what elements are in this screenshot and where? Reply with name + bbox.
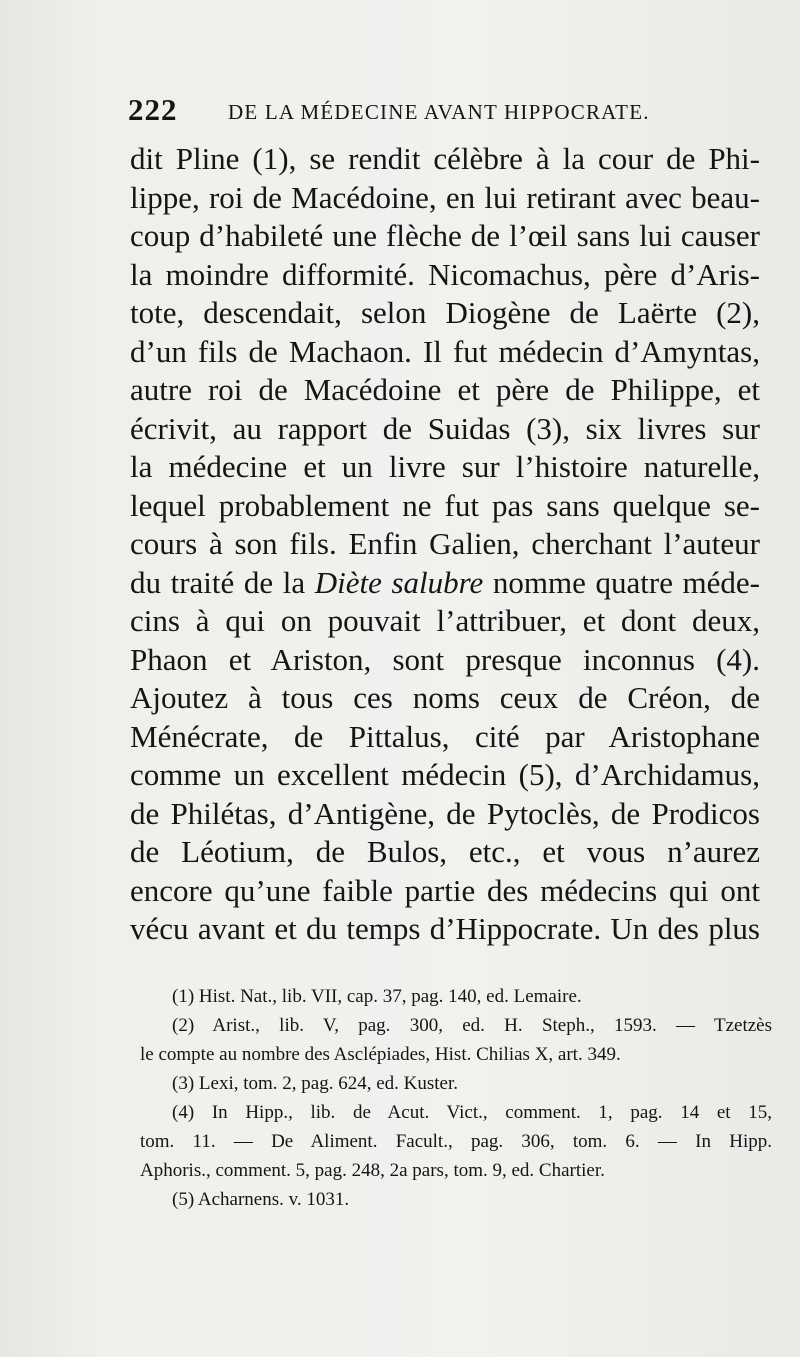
footnote-5: (5) Acharnens. v. 1031. [172,1189,350,1210]
body-line: de Léotium, de Bulos, etc., et vous n’aurez [130,834,760,869]
footnote-2: (2) Arist., lib. V, pag. 300, ed. H. Steph., 1593. — Tzetzès [172,1015,772,1036]
body-line: autre roi de Macédoine et père de Philippe, et [130,372,760,407]
body-line: tote, descendait, selon Diogène de Laërte (2), [130,295,760,330]
body-line: la moindre difformité. Nicomachus, père d’Aris- [130,256,760,292]
footnote-1: (1) Hist. Nat., lib. VII, cap. 37, pag. 140, ed. Lemaire. [172,986,582,1007]
running-title: DE LA MÉDECINE AVANT HIPPOCRATE. [228,100,650,124]
body-line: coup d’habileté une flèche de l’œil sans lui causer [130,218,760,253]
page-header [128,92,748,132]
body-line-with-italic: du traité de la Diète salubre nomme quatre méde- [130,564,761,600]
body-line: Ménécrate, de Pittalus, cité par Aristophane [130,718,760,754]
body-line: dit Pline (1), se rendit célèbre à la cour de Phi- [130,141,760,176]
footnote-4-continued-2: Aphoris., comment. 5, pag. 248, 2a pars, tom. 9, ed. Chartier. [140,1160,605,1181]
body-text [130,140,760,949]
body-line: Ajoutez à tous ces noms ceux de Créon, de [130,680,760,715]
footnote-3: (3) Lexi, tom. 2, pag. 624, ed. Kuster. [172,1073,459,1094]
body-line: de Philétas, d’Antigène, de Pytoclès, de Prodicos [130,795,760,831]
footnote-4: (4) In Hipp., lib. de Acut. Vict., comment. 1, pag. 14 et 15, [172,1102,772,1123]
body-line: lequel probablement ne fut pas sans quelque se- [130,487,760,523]
body-line: comme un excellent médecin (5), d’Archidamus, [130,757,760,792]
body-line: écrivit, au rapport de Suidas (3), six livres sur [130,410,760,446]
body-line: Phaon et Ariston, sont presque inconnus (4). [130,641,760,677]
body-line: encore qu’une faible partie des médecins qui ont [130,872,760,908]
body-line: d’un fils de Machaon. Il fut médecin d’Amyntas, [130,333,760,369]
body-line: la médecine et un livre sur l’histoire naturelle, [130,449,760,484]
footnote-4-continued: tom. 11. — De Aliment. Facult., pag. 306, tom. 6. — In Hipp. [140,1131,772,1152]
italic-title: Diète salubre [314,564,484,600]
body-line: vécu avant et du temps d’Hippocrate. Un des plus [130,911,760,946]
page-number: 222 [128,92,178,127]
footnotes [140,982,772,1214]
body-line: lippe, roi de Macédoine, en lui retirant avec beau- [130,179,760,215]
footnote-2-continued: le compte au nombre des Asclépiades, Hist. Chilias X, art. 349. [140,1044,621,1065]
body-line: cours à son fils. Enfin Galien, cherchant l’auteur [130,526,760,561]
body-line: cins à qui on pouvait l’attribuer, et dont deux, [130,603,760,638]
